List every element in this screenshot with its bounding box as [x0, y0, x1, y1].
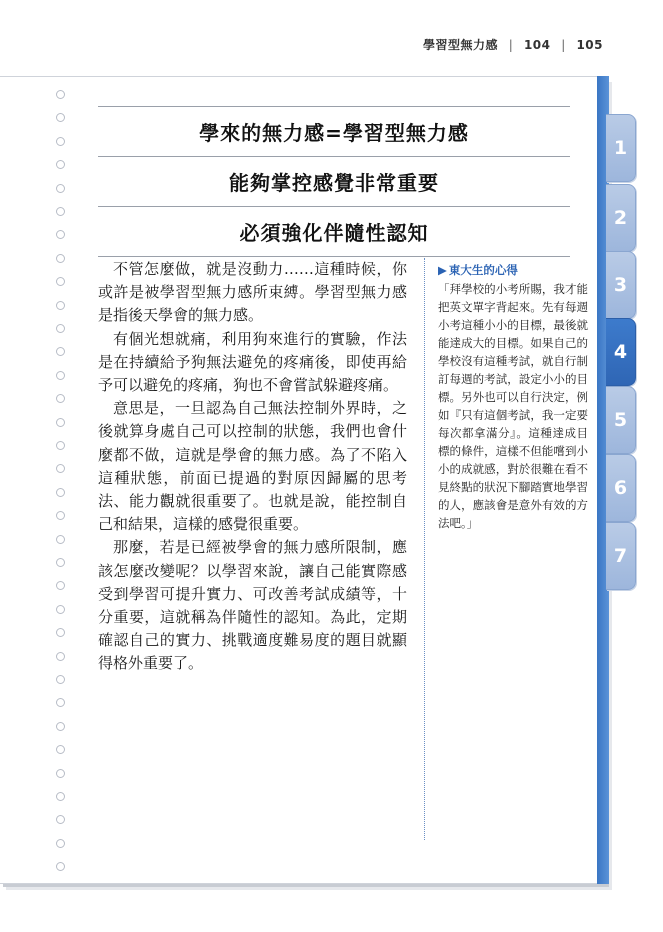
binder-hole	[56, 488, 65, 497]
binder-hole	[56, 418, 65, 427]
binder-hole	[56, 769, 65, 778]
binder-hole	[56, 675, 65, 684]
chapter-tab-4[interactable]	[606, 318, 636, 386]
body-paragraph: 那麼，若是已經被學會的無力感所限制，應該怎麼改變呢？以學習來說，讓自己能實際感受到學習可提升實力、可改善考試成績等，十分重要，這就稱為伴隨性的認知。為此，定期確認自己的實力、挑戰適度難易度的題目就顯得格外重要了。	[98, 538, 407, 673]
column-divider	[424, 258, 425, 840]
book-title: 學習型無力感	[423, 38, 499, 52]
chapter-tab-label: 6	[613, 477, 628, 499]
chapter-tab-6[interactable]	[606, 454, 636, 522]
note-text: 「拜學校的小考所賜，我才能把英文單字背起來。先有每週小考這種小小的目標，最後就能達成大的目標。如果自己的學校沒有這種考試，就自行制訂每週的考試，設定小小的目標。另外也可以自行決定，例如『只有這個考試，我一定要每次都拿滿分』。這種達成目標的條件，這樣不但能嚐到小小的成就感，對於很難在看不見終點的狀況下腳踏實地學習的人，應該會是意外有效的方法吧。」	[438, 282, 588, 530]
binder-hole	[56, 184, 65, 193]
binder-hole	[56, 254, 65, 263]
header-separator: |	[561, 38, 566, 52]
triangle-marker-icon: ▶	[438, 263, 447, 277]
binder-hole	[56, 535, 65, 544]
binder-hole	[56, 792, 65, 801]
binder-hole	[56, 558, 65, 567]
chapter-tab-label: 4	[613, 341, 628, 363]
chapter-tab-7[interactable]	[606, 522, 636, 590]
page-number-left: 104	[523, 38, 551, 52]
binder-hole	[56, 90, 65, 99]
title-line-1: 學來的無力感=學習型無力感	[98, 106, 570, 157]
chapter-tab-2[interactable]	[606, 184, 636, 252]
title-line-3: 必須強化伴隨性認知	[98, 207, 570, 257]
sidebar-note	[438, 262, 588, 532]
chapter-tab-label: 2	[613, 207, 628, 229]
chapter-tab-1[interactable]	[606, 114, 636, 182]
title-block	[98, 106, 570, 257]
binder-hole	[56, 441, 65, 450]
chapter-tab-3[interactable]	[606, 251, 636, 319]
binder-hole	[56, 839, 65, 848]
binder-hole	[56, 324, 65, 333]
body-paragraph: 有個光想就痛，利用狗來進行的實驗，作法是在持續給予狗無法避免的疼痛後，即使再給予可以避免的疼痛，狗也不會嘗試躲避疼痛。	[98, 329, 407, 395]
body-paragraph: 意思是，一旦認為自己無法控制外界時，之後就算身處自己可以控制的狀態，我們也會什麼都不做，這就是學會的無力感。為了不陷入這種狀態，前面已提過的對原因歸屬的思考法、能力觀就很重要了。也就是說，能控制自己和結果，這樣的感覺很重要。	[98, 399, 407, 534]
body-paragraph: 不管怎麼做，就是沒動力……這種時候，你或許是被學習型無力感所束縛。學習型無力感是指後天學會的無力感。	[98, 260, 407, 325]
binder-hole	[56, 722, 65, 731]
chapter-tab-5[interactable]	[606, 386, 636, 454]
note-title: 東大生的心得	[448, 263, 518, 277]
header-separator: |	[508, 38, 514, 52]
binder-hole	[56, 137, 65, 146]
chapter-tab-label: 3	[613, 274, 628, 296]
binder-hole	[56, 301, 65, 310]
chapter-tab-label: 1	[613, 137, 628, 159]
binder-hole	[56, 207, 65, 216]
binder-hole	[56, 652, 65, 661]
body-text	[98, 258, 407, 676]
page-number-right: 105	[576, 38, 603, 52]
chapter-tab-label: 5	[613, 409, 628, 431]
chapter-tab-label: 7	[613, 545, 628, 567]
binder-hole	[56, 371, 65, 380]
note-heading	[438, 262, 588, 278]
binder-hole	[56, 605, 65, 614]
page-header	[423, 36, 603, 53]
title-line-2: 能夠掌控感覺非常重要	[98, 157, 570, 207]
